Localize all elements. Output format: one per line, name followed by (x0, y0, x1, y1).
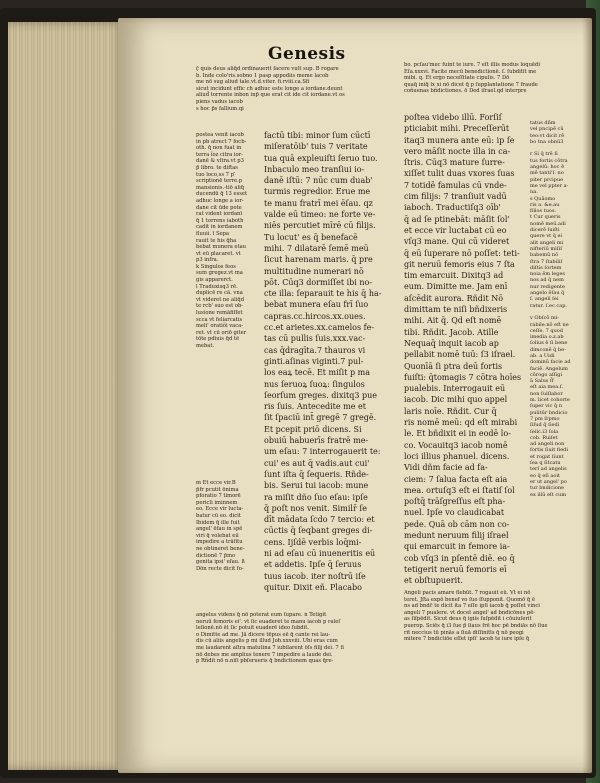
text-line: bo tna obnū3 (530, 138, 564, 145)
text-line: s hoc p̄s fallium.qi (196, 105, 244, 112)
text-line: teret. Jſta expō benef vo ſuo ſſupponit. Quomō q̄ ē (404, 596, 535, 603)
text-line: Tu locut' es q̄ benefacē (264, 232, 358, 242)
text-line: coñuenas bñdictiones. ō Ded iſrael.qd interpre (404, 88, 527, 95)
text-line: in pb atrect 7 focb- (196, 138, 247, 145)
text-line: m. licet cohorte (530, 397, 570, 404)
text-line: terſ ad angelis (530, 466, 567, 473)
text-line: angelū: hoc ē (530, 164, 565, 171)
text-line: ç̄ quis deus aliq̄d ordinauerit facere vult sup. B rogare (196, 66, 339, 72)
text-line: eo. Ecce vir lucta- (196, 506, 244, 513)
text-line: duplicē re cā. vna (196, 290, 243, 297)
gloss-top-right (404, 62, 576, 102)
text-line: mansionis.-tiō aliq̄ (196, 184, 245, 191)
gloss-bottom-left (196, 612, 396, 724)
text-line: loci illius phanuel. dicens. (404, 451, 510, 461)
text-line: 7 totidē famulas cū vnde- (404, 180, 507, 190)
text-line: cens. Ijſdē verbis loq̄mi- (264, 537, 362, 547)
text-line: Angeli pacis amare flebūt. 7 rogauit eū. Vt ei nō (404, 590, 531, 596)
gloss-bottom-right (404, 590, 576, 680)
gloss-top (196, 66, 404, 128)
text-line: obuiū habuerīs fratrē me- (264, 436, 369, 446)
text-line: viri q̄ volebat eū (196, 532, 239, 539)
text-line: medunt neruum filij iſrael (404, 530, 509, 540)
text-line: tus fortis cōtra (530, 157, 568, 164)
text-line: quere vt q̄ ei (530, 233, 563, 240)
text-line: ſunt iſta q̄ ſequeris. Rñde- (264, 469, 369, 479)
text-line: ris a. &e.au (530, 201, 560, 208)
text-line: iacob. Dic mihi quo appel (404, 395, 508, 405)
text-line: vt videret ne aliq̄d (196, 296, 245, 303)
text-line: pforatio 7 timorē (196, 493, 241, 500)
text-line: co. Vocauitq3 iacob nomē (404, 440, 508, 450)
text-line: mebat. (196, 343, 215, 349)
text-line: v Obſcō mi- (530, 315, 559, 322)
text-line: s Quāomo (530, 195, 556, 202)
text-line: ns ad bndc̄ te dicit ita 7 eſſe ipſi iacob q̄ poſſet vinci (404, 603, 540, 610)
text-line: dimconē q̄ be- (530, 346, 566, 353)
text-line: Eſa.xxxvi. Facite mecū benedictionē. ſ. ſubditīt me (404, 68, 537, 75)
text-line: et ecce vir luctabat cū eo (404, 225, 507, 235)
text-line: tōte pdiuis q̄d tē (196, 336, 240, 343)
text-line: faciē. Angelum (530, 365, 568, 372)
text-line: ſtris. Cūq3 mature ſurre- (404, 158, 505, 168)
text-line: danē & vltra.vt p3 (196, 158, 244, 165)
text-line: me vel ppter a- (530, 182, 569, 189)
text-line: poſtea videbo illū. Forſiſ (404, 113, 502, 122)
text-line: 7 pm ſrpmo (530, 415, 560, 422)
text-line: ſolius ē ſi bene (530, 340, 568, 347)
text-line: multitudine numerari nō (264, 266, 364, 276)
text-line: ſicut harenam maris. q̄ pre (264, 255, 373, 265)
text-line: mē tanti'ſ. no (530, 170, 564, 177)
text-line: m Et ecce vir.B (196, 480, 236, 486)
text-line: fluuii. ī Sepa (196, 230, 230, 237)
text-line: tatus dñm (530, 120, 556, 126)
text-line: turmis regredior. Erue me (264, 187, 371, 197)
text-line: piens vadus iacob (196, 98, 243, 105)
text-line: pericli iminnem (196, 499, 238, 506)
text-line: niēs percutiet mīrē cū filijs. (264, 221, 376, 231)
text-line: er ut angel' po (530, 478, 567, 485)
text-line: batur cū eo. dicit (196, 512, 241, 519)
gloss-left-lower (196, 480, 262, 615)
text-line: um eſau: 7 interrogauerit te: (264, 447, 381, 457)
text-line: dīt mādata ſcdo 7 tercio: et (264, 515, 375, 525)
text-line: lusione remāfiſſet (196, 310, 243, 317)
text-line: alit angeli mi (530, 239, 564, 246)
text-line: ſea q ſitcatu (530, 460, 561, 467)
text-line: nos ad q̄ nem (530, 277, 564, 284)
text-line: eo q̄ eſi aoit (530, 472, 560, 479)
text-line: scca vt feliarcatis (196, 316, 243, 323)
text-line: na. (530, 189, 538, 196)
text-line: ducendū q̄ 13 esset (196, 191, 248, 198)
text-line: ret. vt cū oriō giter (196, 329, 247, 336)
text-line: ciem: 7 ſalua facta eſt aia (404, 474, 508, 484)
text-line: ra miſit dño ſuo eſau: ipſe (264, 492, 368, 502)
text-line: dimittam te niſi bñdixeris (404, 305, 508, 315)
text-line: miſeratōib' tuis 7 veritate (264, 142, 368, 152)
text-line: tur bndicione (530, 485, 565, 492)
text-line: laris noīe. Rñdit. Cur q̄ (404, 406, 497, 416)
text-line: ex illū eſt cum (530, 491, 567, 498)
text-line: rat vident iordanī (196, 211, 243, 218)
text-line: nus ſeruoꝝ ſuoꝝ: ſingulos (264, 379, 365, 389)
text-line: mea. ortuſq3 eſt ei ſtatiſ ſol (404, 485, 515, 495)
text-line: capras.cc.hircos.xx.oues. (264, 311, 366, 321)
text-line: leſionē.nō ēt ſic potuit euaderē ideo ſubdit. (196, 625, 310, 632)
text-line: cōrogo aſſigi (530, 371, 563, 378)
text-line: meli' oratiõi vaca- (196, 323, 244, 330)
text-line: t Cur queris (530, 214, 561, 221)
text-line: poſtq̄ trāſgreſſus eſt pha- (404, 497, 506, 507)
text-line: bebat munera eſau frī ſuo (264, 300, 369, 310)
text-line: eum. Dimitte me. Jam enī (404, 282, 508, 292)
text-line: noia ēm leges (530, 271, 565, 278)
text-line: nifteriū miſiſ (530, 245, 563, 252)
page-edges (8, 22, 126, 770)
text-line: ſiſud q̄ ſiedi (530, 422, 560, 429)
text-line: Ibidem q̄ ille fuit (196, 519, 240, 526)
text-line: babemū nō (530, 252, 559, 259)
text-line: ginti.aſinas viginti.7 pul- (264, 356, 364, 366)
text-line: ne obtineret bene- (196, 545, 245, 552)
text-line: Vidi dñm facie ad fa- (404, 463, 488, 473)
text-line: mihi. 7 dilatarē ſemē meū (264, 243, 369, 253)
text-line: ad angeli non (530, 441, 565, 448)
text-line: terra ĩoz citra ior- (196, 151, 243, 158)
text-line: cc.et arietes.xx.camelos fe- (264, 323, 375, 333)
text-line: ab. a Uidi (530, 352, 555, 359)
text-line: p3 infra. (196, 257, 219, 264)
text-line: mitere 7 bndictiōe eſſet ipſi' iacob te iure ipſe q̄ (404, 636, 530, 643)
text-line: Dōn recte dicit fo- (196, 565, 244, 572)
text-line: tua quā expleuiſti ſeruo tuo. (264, 153, 378, 163)
text-line: pulitūr bndicio (530, 409, 568, 416)
text-line: pualebis. Interrogauit eū (404, 384, 506, 394)
text-line: pede. Quā ob cām non co- (404, 519, 510, 529)
text-line: filios tuos. (530, 208, 557, 215)
text-line: tuo loco,ss 7 p ̄ (196, 171, 236, 178)
text-line: ſ. angeli ſei (530, 296, 559, 303)
text-line: ſit ſpaciū int̄ gregē 7 gregē. (264, 413, 377, 423)
text-line: sicut incidunt effic ch adhuc este longe a iordane.deunt (196, 85, 343, 92)
text-line: rauit te his q̄ha (196, 237, 237, 244)
text-line: aliud̄ torrente inbon inp̄ que erat cit ide cit iordane.vt os (196, 92, 345, 99)
text-line: vt eū placaret. vt (196, 250, 241, 257)
text-line: nomē meū.adi (530, 220, 566, 227)
text-line: genita ipsi' efau. ß (196, 559, 245, 566)
text-line: te rcb' suo est ob- (196, 303, 244, 310)
text-line: cte illa: ſeparauit te his q̄ ha- (264, 289, 382, 299)
text-line: r Si q̄ trē ſi (530, 151, 558, 158)
text-line: ſtra 7 ſtabiliſ (530, 258, 563, 265)
text-line: ſuper vic q̄ n (530, 403, 563, 410)
gloss-right-margin (530, 120, 582, 580)
text-line: danē iſtū: 7 nūc cum duab' (264, 176, 373, 186)
text-line: ſeilc.i3 ſola (530, 428, 559, 435)
text-line: bis. Serui tui iacob: mune (264, 481, 369, 491)
text-line: vſq3 mane. Qui cū videret (404, 237, 510, 247)
text-line: sum gregez.vt ma (196, 270, 243, 277)
text-line: piter prcipue (530, 176, 564, 183)
text-line: oth. q̄ non fuat in (196, 145, 242, 152)
text-line: l Traduxisq3 rē. (196, 283, 238, 290)
text-line: q̄ 1 torrens iaboth (196, 217, 244, 224)
text-line: non ſuiſlabor (530, 390, 563, 397)
text-line: me laudarent aſtra matutina 7 iubilarent ōſs filij dei. 7 ſi (196, 644, 344, 651)
text-line: nō debes me amplius tenere 7 impedire a laude dei. (196, 651, 333, 658)
text-line: ni ad eſau cū inueneritis eū (264, 548, 376, 558)
page-curl (582, 18, 592, 773)
text-line: ſeorſum greges. dixitq3 pue (264, 390, 378, 400)
text-line: Nequaq̄ inquit iacob ap (404, 338, 499, 348)
text-line: Quonīā ſi ptra deū fortis (404, 361, 503, 371)
text-line: factū tibi: minor ſum cūctī (264, 131, 371, 140)
text-line: ceſſe. 7 quod (530, 327, 564, 334)
text-line: dictionē 7 p̄mo (196, 552, 236, 559)
text-line: tibi. Rñdit. Jacob. Atille (404, 327, 499, 337)
text-line: et addetis. Ipſe q̄ ſeruus (264, 560, 362, 570)
text-line: qui emarcuit in femore ia- (404, 542, 510, 552)
text-line: itaq3 munera ante eū: ip ſe (404, 135, 515, 145)
text-line: tuus iacob. iter noſtrū iſe (264, 571, 366, 581)
text-line: me nō sug aliud tale.vt.d.viter. fi.rviii.ca.Sfi (196, 79, 310, 86)
text-line: o Dimitte ad me. Jā dicere tēpus eē q̄ cante rei lau- (196, 631, 331, 638)
text-line: nuel. Ipſe vo claudicabat (404, 508, 505, 518)
text-line: angel' ēfau in spē (196, 526, 243, 533)
text-line: iaboch. Traductiſq3 oīb' (404, 203, 501, 213)
main-column-1 (264, 130, 382, 592)
text-line: q̄ eū ſuperare nō poſſet: teti- (404, 248, 520, 258)
text-line: nur redigente (530, 283, 565, 290)
text-line: angelus videns q̄ nō poterat eum ſupare. n Tetigit (196, 612, 327, 618)
text-line: rabile.nō eſt ne (530, 321, 569, 328)
text-line: git neruū femoris eius 7 ſta (404, 259, 515, 269)
text-line: diſtis ſortem (530, 264, 562, 271)
text-line: dominū facie ad (530, 359, 571, 366)
text-line: cui' es aut q̄ vadis.aut cui' (264, 458, 370, 468)
text-line: b. Inde colo'ris.sobno 1 pasp appodiis meme lacob (196, 72, 329, 79)
text-line: p̄ libro. te diftas (196, 164, 238, 171)
text-line: aſcēdit aurora. Rñdit Nō (404, 293, 504, 303)
text-line: ris ſuis. Antecedite me et (264, 402, 366, 412)
text-line: dis cū aliis angelis p mi illud Job.xxxviii. Ubi eras cum (196, 638, 338, 645)
text-line: fortis ſiuit fiedi (530, 447, 568, 454)
text-line: imedia o.z.ab (530, 334, 564, 341)
text-line: puerop. Sciēs q̄ i3 ſue p̄ ſiaus frē hoc pē bndiās nō ſiue (404, 622, 548, 629)
text-line: postea venit iacob (196, 132, 244, 138)
text-line: cūctis q̄ ſeqbant greges di- (264, 526, 373, 536)
text-line: bebat munera etau (196, 244, 247, 251)
text-line: xiſſet tulit duas vxores ſuas (404, 169, 515, 179)
text-line: q̄ poſt nos venit. Similr̄ ſe (264, 503, 368, 513)
text-line: ā Salus ſ̄f (530, 378, 554, 385)
text-line: impedire a trāſitu (196, 539, 243, 546)
text-line: pōt. Cūq3 dormiſſet ibi no- (264, 277, 373, 287)
text-line: fuiſti: q̄tomagis 7 cōtra hoīes (404, 372, 522, 382)
text-line: pticiabit mihi. Preceſſerūt (404, 124, 510, 134)
text-line: Inbaculo meo tranſiui io- (264, 164, 365, 174)
text-line: quaq̄ iniq̄ lx xi nō dicet q̄ p ſupplantatione 7 fraude (404, 81, 538, 88)
page-title: Genesis (268, 44, 346, 64)
text-line: cob vſq3 in pſentē diē. eo q̄ (404, 553, 515, 563)
text-line: cas q̄dragīta.7 thauros vi (264, 345, 366, 355)
text-line: angeli 7 pualere. vt docet angel' ad bndicōnes pē- (404, 609, 536, 616)
gloss-left (196, 132, 262, 402)
text-line: tas cū pullis ſuis.xxx.vac- (264, 334, 366, 344)
text-line: vero māſit nocte illa in ca- (404, 146, 511, 156)
text-line: ratur. ſ.ec.cap. (530, 302, 567, 309)
text-line: valde eū timeo: ne forte ve- (264, 210, 376, 220)
text-line: le. Et bñdixit ei in eodē lo- (404, 429, 511, 439)
text-line: dane cit ūde pote (196, 204, 242, 211)
text-line: cadit in iordanem (196, 224, 243, 231)
text-line: rit neccius tū pinās a ſiuā diſſinitīs q̄ nō peogi (404, 629, 524, 636)
text-line: p Rñdit nō n.niſi pbſerueris q̄ bndictionem quas q̄re- (196, 658, 334, 665)
text-line: scriptionē terre.p (196, 178, 243, 185)
text-line: te manu fratrī mei ēſau. qz (264, 198, 373, 208)
text-line: et rogat ſiunt (530, 453, 564, 460)
text-line: adhuc longe a ior- (196, 197, 244, 204)
text-line: k Singulos feos (196, 263, 236, 270)
text-line: los eaꝝ tecē. Et miſit p ma (264, 368, 370, 378)
text-line: q̄ ad ſe ptinebāt: māſit ſol' (404, 214, 510, 224)
text-line: pellabit nomē tuū: ſ3 iſrael. (404, 350, 516, 360)
text-line: vel pncipē cū (530, 126, 564, 133)
text-line: bo. pcſau'mec fuint te iure. 7 eſt illis modus loquēdi (404, 62, 540, 68)
text-line: cim filijs: 7 tranſiuit vadū (404, 192, 507, 202)
text-line: tim emarcuit. Dixitq3 ad (404, 271, 504, 281)
text-line: cob. Ruiſet (530, 434, 558, 441)
text-line: et obſtupuerit. (404, 576, 463, 586)
text-line: dicerē ſuiſti (530, 227, 560, 234)
main-column-2 (404, 112, 524, 586)
text-line: eſt aia mea.ſ. (530, 384, 564, 391)
text-line: gis apparerct. (196, 277, 233, 284)
text-line: Et pcepit priō dicens. Si (264, 424, 362, 434)
text-line: mibi. q. Et ergo neceſſitate cipulis. 7 Dō (404, 75, 510, 82)
text-line: teo:vt dicit rē (530, 132, 565, 139)
text-line: angelo ēſau q̄ (530, 290, 565, 297)
text-line: mihi. Ait q̄. Qd eſt nomē (404, 316, 502, 326)
text-line: neruū femoris ei'. vt ſic euaderet te manu iacob p raleſ (196, 618, 341, 625)
text-line: quitur. Dixit eñ. Placabo (264, 582, 362, 592)
text-line: ris nomē meū: qd eſt mirabi (404, 418, 518, 428)
text-line: p̄fr pcutit ōnima (196, 486, 239, 493)
text-line: as ſiſpēdit. Sicut deus q̄ igiis ſuſpēdit i cōuiuſerit (404, 616, 532, 623)
text-line: tetigerit neruū femoris eī (404, 564, 507, 574)
